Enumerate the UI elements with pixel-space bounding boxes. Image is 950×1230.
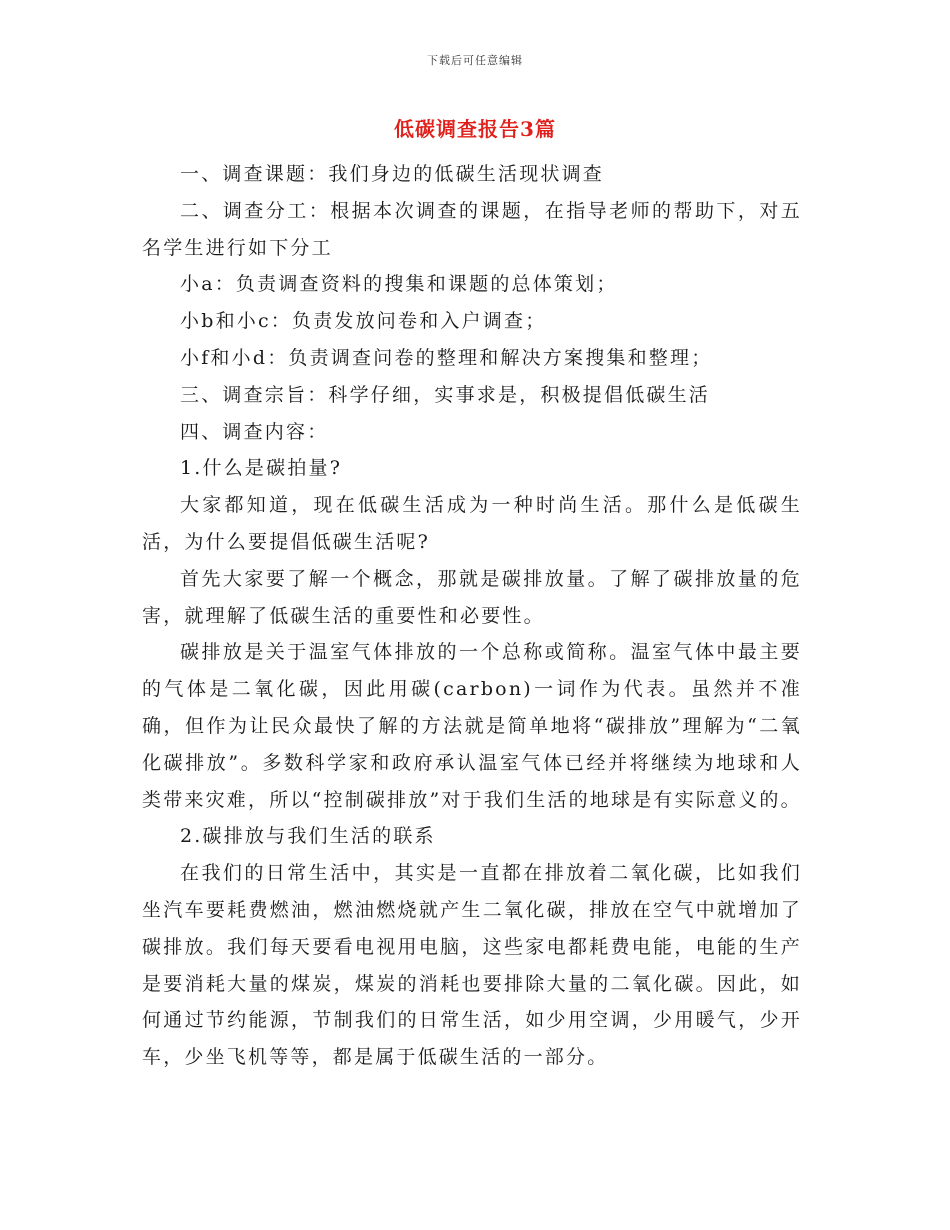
paragraph-member-b-c: 小b和小c：负责发放问卷和入户调查； — [180, 310, 547, 333]
paragraph-carbon-emission-concept: 首先大家要了解一个概念，那就是碳排放量。了解了碳排放量的危害，就理解了低碳生活的重要性和必要性。 — [142, 567, 802, 627]
document-title: 低碳调查报告3篇 — [394, 117, 556, 141]
paragraph-survey-topic: 一、调查课题：我们身边的低碳生活现状调查 — [180, 163, 605, 185]
paragraph-survey-content-heading: 四、调查内容： — [180, 420, 329, 443]
paragraph-survey-purpose: 三、调查宗旨：科学仔细，实事求是，积极提倡低碳生活 — [180, 383, 711, 406]
paragraph-section-2-heading: 2.碳排放与我们生活的联系 — [180, 825, 436, 848]
paragraph-division-of-work: 二、调查分工：根据本次调查的课题，在指导老师的帮助下，对五名学生进行如下分工 — [142, 199, 802, 259]
paragraph-member-a: 小a：负责调查资料的搜集和课题的总体策划； — [180, 273, 618, 296]
paragraph-low-carbon-intro: 大家都知道，现在低碳生活成为一种时尚生活。那什么是低碳生活，为什么要提倡低碳生活呢? — [142, 494, 802, 553]
page-header-note: 下载后可任意编辑 — [427, 54, 523, 67]
paragraph-section-1-heading: 1.什么是碳拍量? — [180, 457, 343, 480]
paragraph-carbon-emission-definition: 碳排放是关于温室气体排放的一个总称或简称。温室气体中最主要的气体是二氧化碳，因此用碳(carbon)一词作为代表。虽然并不准确，但作为让民众最快了解的方法就是简单地将“碳排放”理解为“二氧化碳排放”。多数科学家和政府承认温室气体已经并将继续为地球和人类带来灾难，所以“控制碳排放”对于我们生活的地球是有实际意义的。 — [142, 641, 802, 811]
paragraph-daily-life-emissions: 在我们的日常生活中，其实是一直都在排放着二氧化碳，比如我们坐汽车要耗费燃油，燃油燃烧就产生二氧化碳，排放在空气中就增加了碳排放。我们每天要看电视用电脑，这些家电都耗费电能，电能的生产是要消耗大量的煤炭，煤炭的消耗也要排除大量的二氧化碳。因此，如何通过节约能源，节制我们的日常生活，如少用空调，少用暖气，少开车，少坐飞机等等，都是属于低碳生活的一部分。 — [142, 862, 802, 1069]
paragraph-member-f-d: 小f和小d：负责调查问卷的整理和解决方案搜集和整理； — [180, 346, 713, 369]
document-body — [142, 156, 802, 1076]
